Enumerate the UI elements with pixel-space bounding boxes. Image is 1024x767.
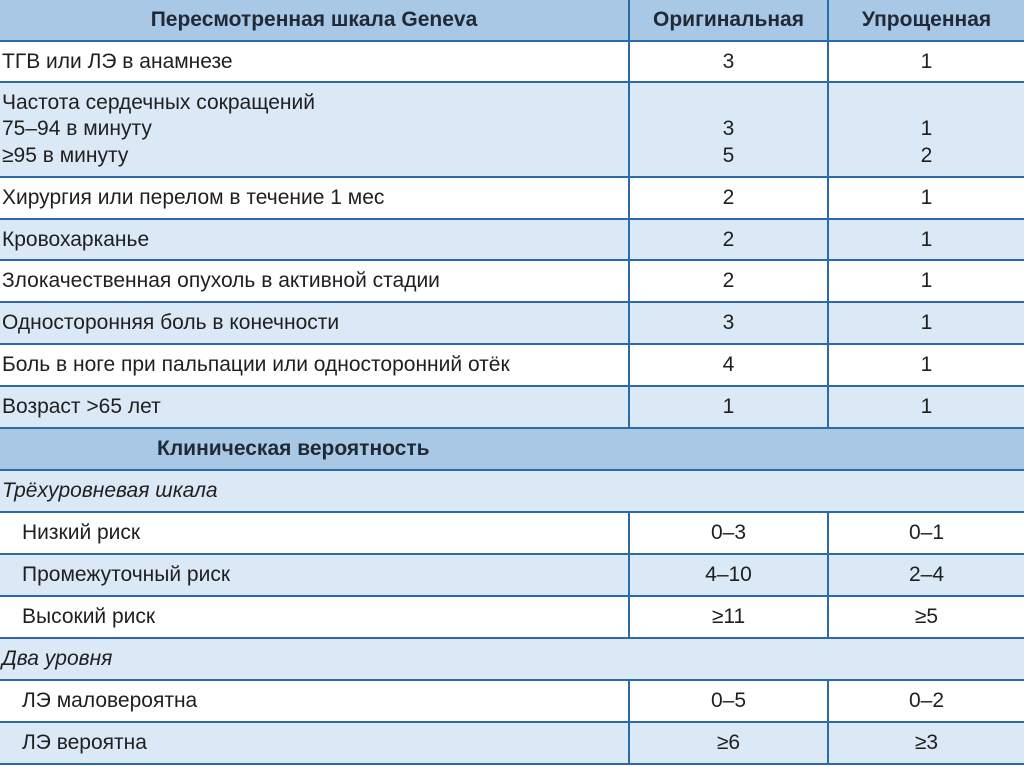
criterion-original: 1 xyxy=(629,386,828,428)
table-row xyxy=(0,680,1024,722)
table-row xyxy=(0,512,1024,554)
criterion-label-line: ≥95 в минуту xyxy=(2,143,129,167)
criterion-label: Кровохарканье xyxy=(0,219,629,260)
risk-simplified: 2–4 xyxy=(828,554,1024,596)
table-row xyxy=(0,177,1024,219)
criterion-simplified: 1 xyxy=(828,302,1024,344)
criterion-label: ТГВ или ЛЭ в анамнезе xyxy=(0,41,629,82)
header-simplified: Упрощенная xyxy=(828,0,1024,41)
criterion-simplified: 1 xyxy=(828,260,1024,302)
risk-simplified: 0–1 xyxy=(828,512,1024,554)
risk-simplified: 0–2 xyxy=(828,680,1024,722)
criterion-label: Односторонняя боль в конечности xyxy=(0,302,629,344)
criterion-simplified: 1 xyxy=(828,41,1024,82)
risk-label: ЛЭ вероятна xyxy=(0,722,629,764)
criterion-label: Злокачественная опухоль в активной стадии xyxy=(0,260,629,302)
criterion-simplified: 1 xyxy=(828,344,1024,386)
table-row xyxy=(0,82,1024,177)
criterion-label: Боль в ноге при пальпации или односторонний отёк xyxy=(0,344,629,386)
table-row xyxy=(0,596,1024,638)
value-line: 2 xyxy=(920,143,933,167)
risk-simplified: ≥3 xyxy=(828,722,1024,764)
header-original: Оригинальная xyxy=(629,0,828,41)
risk-label: Низкий риск xyxy=(0,512,629,554)
risk-original: 0–5 xyxy=(629,680,828,722)
risk-original: 0–3 xyxy=(629,512,828,554)
criterion-original: 4 xyxy=(629,344,828,386)
criterion-original: 2 xyxy=(629,177,828,219)
criterion-simplified: 1 xyxy=(828,386,1024,428)
subsection-row xyxy=(0,638,1024,680)
table-row xyxy=(0,260,1024,302)
criterion-label xyxy=(0,82,629,177)
risk-label: ЛЭ маловероятна xyxy=(0,680,629,722)
risk-original: ≥11 xyxy=(629,596,828,638)
criterion-label-line: 75–94 в минуту xyxy=(2,117,152,141)
criterion-simplified: 1 xyxy=(828,177,1024,219)
table-row xyxy=(0,344,1024,386)
three-level-title: Трёхуровневая шкала xyxy=(0,470,1024,512)
criterion-original xyxy=(629,82,828,177)
criterion-label-line: Частота сердечных сокращений xyxy=(2,90,315,114)
section-header-row xyxy=(0,428,1024,470)
criterion-original: 2 xyxy=(629,219,828,260)
value-line: 1 xyxy=(920,117,933,141)
table-row xyxy=(0,41,1024,82)
risk-original: ≥6 xyxy=(629,722,828,764)
risk-simplified: ≥5 xyxy=(828,596,1024,638)
two-level-title: Два уровня xyxy=(0,638,1024,680)
risk-original: 4–10 xyxy=(629,554,828,596)
criterion-original: 2 xyxy=(629,260,828,302)
clinical-probability-title: Клиническая вероятность xyxy=(0,428,1024,470)
table-row xyxy=(0,386,1024,428)
table-row xyxy=(0,302,1024,344)
value-line: 5 xyxy=(722,143,735,167)
criterion-simplified xyxy=(828,82,1024,177)
table-row xyxy=(0,722,1024,764)
risk-label: Промежуточный риск xyxy=(0,554,629,596)
value-line: 3 xyxy=(722,117,735,141)
criterion-original: 3 xyxy=(629,302,828,344)
table-row xyxy=(0,554,1024,596)
risk-label: Высокий риск xyxy=(0,596,629,638)
criterion-original: 3 xyxy=(629,41,828,82)
table-header-row xyxy=(0,0,1024,41)
criterion-simplified: 1 xyxy=(828,219,1024,260)
criterion-label: Хирургия или перелом в течение 1 мес xyxy=(0,177,629,219)
criterion-label: Возраст >65 лет xyxy=(0,386,629,428)
subsection-row xyxy=(0,470,1024,512)
header-scale: Пересмотренная шкала Geneva xyxy=(0,0,629,41)
table-row xyxy=(0,219,1024,260)
